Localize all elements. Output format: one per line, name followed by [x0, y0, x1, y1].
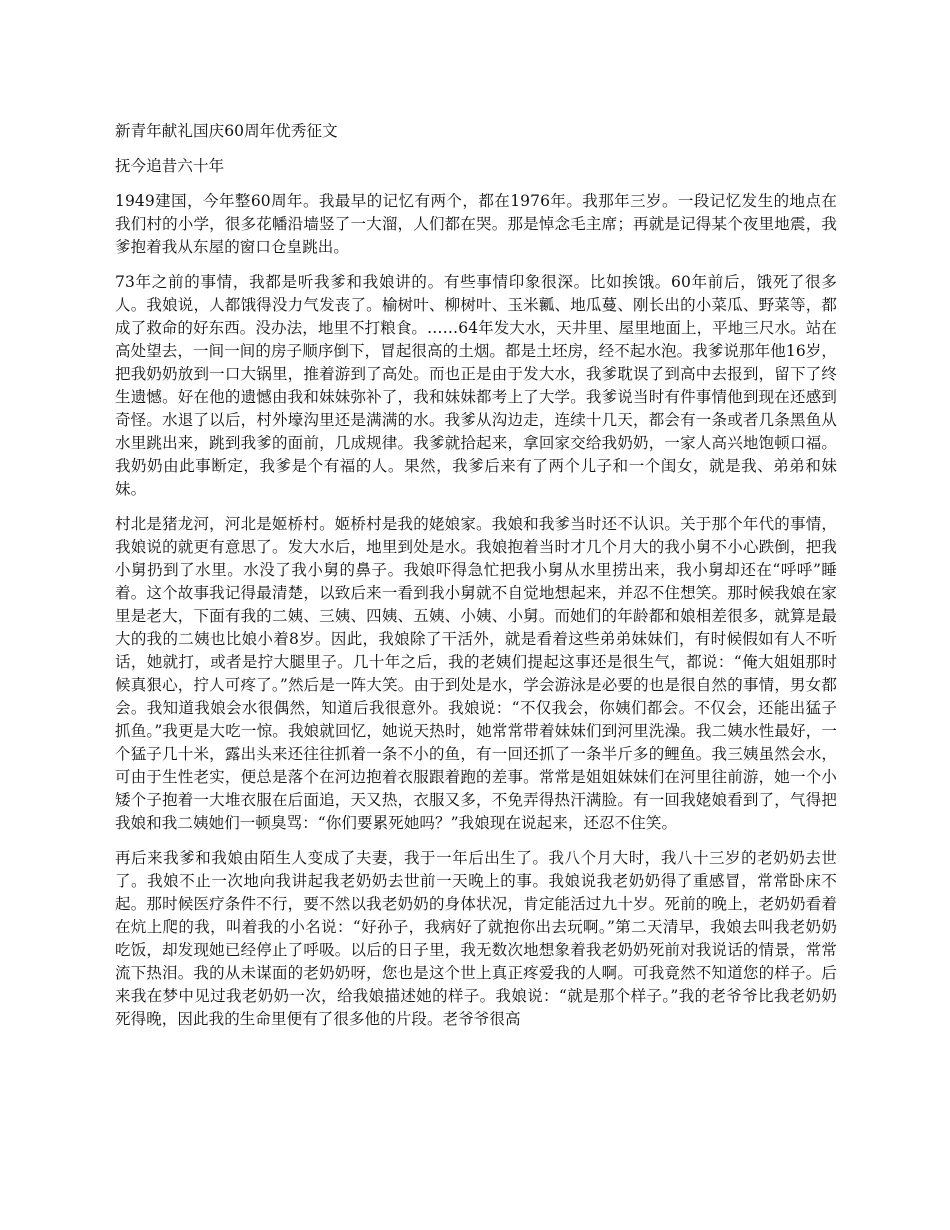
document-page [115, 120, 837, 1043]
paragraph-4: 再后来我爹和我娘由陌生人变成了夫妻，我于一年后出生了。我八个月大时，我八十三岁的老奶奶去世了。我娘不止一次地向我讲起我老奶奶去世前一天晚上的事。我娘说我老奶奶得了重感冒，常常卧床不起。那时候医疗条件不行，要不然以我老奶奶的身体状况，肯定能活过九十岁。死前的晚上，老奶奶看着在炕上爬的我，叫着我的小名说：“好孙子，我病好了就抱你出去玩啊。”第二天清早，我娘去叫我老奶奶吃饭，却发现她已经停止了呼吸。以后的日子里，我无数次地想象着我老奶奶死前对我说话的情景，常常流下热泪。我的从未谋面的老奶奶呀，您也是这个世上真正疼爱我的人啊。可我竟然不知道您的样子。后来我在梦中见过我老奶奶一次，给我娘描述她的样子。我娘说：“就是那个样子。”我的老爷爷比我老奶奶死得晚，因此我的生命里便有了很多他的片段。老爷爷很高 [115, 849, 837, 1028]
document-subtitle: 抚今追昔六十年 [115, 157, 225, 175]
paragraph-1: 1949建国，今年整60周年。我最早的记忆有两个，都在1976年。我那年三岁。一段记忆发生的地点在我们村的小学，很多花幡沿墙竖了一大溜，人们都在哭。那是悼念毛主席；再就是记得某个夜里地震，我爹抱着我从东屋的窗口仓皇跳出。 [115, 192, 837, 256]
paragraph-2: 73年之前的事情，我都是听我爹和我娘讲的。有些事情印象很深。比如挨饿。60年前后，饿死了很多人。我娘说，人都饿得没力气发丧了。榆树叶、柳树叶、玉米瓤、地瓜蔓、刚长出的小菜瓜、野菜等，都成了救命的好东西。没办法，地里不打粮食。……64年发大水，天井里、屋里地面上，平地三尺水。站在高处望去，一间一间的房子顺序倒下，冒起很高的土烟。都是土坯房，经不起水泡。我爹说那年他16岁，把我奶奶放到一口大锅里，推着游到了高处。而也正是由于发大水，我爹耽误了到高中去报到，留下了终生遗憾。好在他的遗憾由我和妹妹弥补了，我和妹妹都考上了大学。我爹说当时有件事情他到现在还感到奇怪。水退了以后，村外壕沟里还是满满的水。我爹从沟边走，连续十几天，都会有一条或者几条黑鱼从水里跳出来，跳到我爹的面前，几成规律。我爹就拾起来，拿回家交给我奶奶，一家人高兴地饱顿口福。我奶奶由此事断定，我爹是个有福的人。果然，我爹后来有了两个儿子和一个闺女，就是我、弟弟和妹妹。 [115, 273, 837, 498]
document-heading: 新青年献礼国庆60周年优秀征文 [115, 122, 338, 140]
paragraph-3: 村北是猪龙河，河北是姬桥村。姬桥村是我的姥娘家。我娘和我爹当时还不认识。关于那个年代的事情，我娘说的就更有意思了。发大水后，地里到处是水。我娘抱着当时才几个月大的我小舅不小心跌倒，把我小舅扔到了水里。水没了我小舅的鼻子。我娘吓得急忙把我小舅从水里捞出来，我小舅却还在“呼呼”睡着。这个故事我记得最清楚，以致后来一看到我小舅就不自觉地想起来，并忍不住想笑。那时候我娘在家里是老大，下面有我的二姨、三姨、四姨、五姨、小姨、小舅。而她们的年龄都和娘相差很多，就算是最大的我的二姨也比娘小着8岁。因此，我娘除了干活外，就是看着这些弟弟妹妹们，有时候假如有人不听话，她就打，或者是拧大腿里子。几十年之后，我的老姨们提起这事还是很生气，都说：“俺大姐姐那时候真狠心，拧人可疼了。”然后是一阵大笑。由于到处是水，学会游泳是必要的也是很自然的事情，男女都会。我知道我娘会水很偶然，知道后我很意外。我娘说：“不仅我会，你姨们都会。不仅会，还能出猛子抓鱼。”我更是大吃一惊。我娘就回忆，她说天热时，她常常带着妹妹们到河里洗澡。我二姨水性最好，一个猛子几十米，露出头来还往往抓着一条不小的鱼，有一回还抓了一条半斤多的鲤鱼。我三姨虽然会水，可由于生性老实，便总是落个在河边抱着衣服跟着跑的差事。常常是姐姐妹妹们在河里往前游，她一个小矮个子抱着一大堆衣服在后面追，天又热，衣服又多，不免弄得热汗满脸。有一回我姥娘看到了，气得把我娘和我二姨她们一顿臭骂：“你们要累死她吗？”我娘现在说起来，还忍不住笑。 [115, 515, 837, 832]
